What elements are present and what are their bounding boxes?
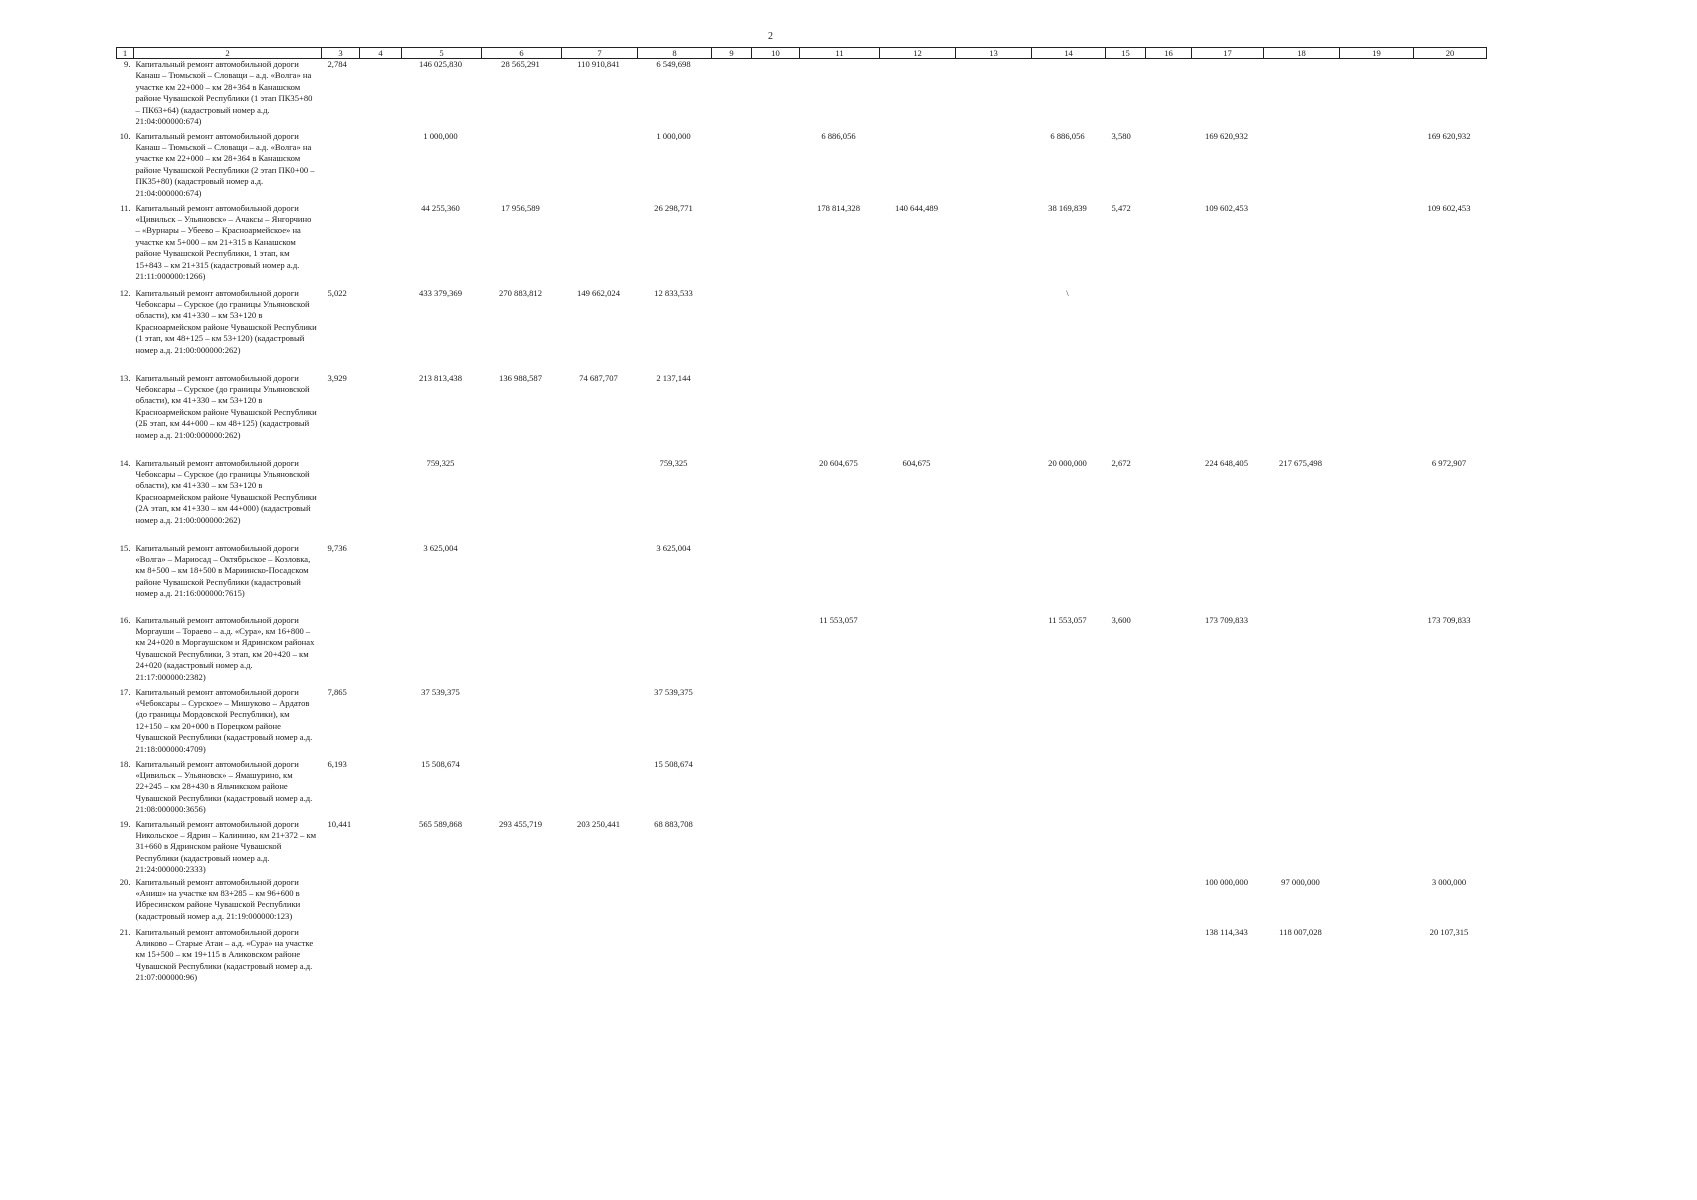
cell-col17 — [1192, 687, 1264, 759]
cell-col12: 604,675 — [902, 457, 931, 468]
cell-col18 — [1264, 373, 1340, 458]
row-description: Капитальный ремонт автомобильной дороги Моргауши – Тораево – а.д. «Сура», км 16+800 – км 24+020 в Моргаушском и Ядринском районах Чувашской Республики, 3 этап, км 20+420 – км 24+020 (кадастровый номер а.д. 21:17:000000:2382) — [135, 614, 315, 682]
cell-col11 — [800, 687, 880, 759]
cell-col10 — [752, 759, 800, 819]
cell-col20 — [1414, 543, 1487, 615]
cell-col13 — [956, 131, 1032, 203]
cell-col7: 74 687,707 — [579, 372, 618, 383]
table-row — [117, 819, 1487, 877]
cell-col20: 173 709,833 — [1427, 614, 1471, 625]
row-description: Капитальный ремонт автомобильной дороги «Чебоксары – Сурское» – Мишуково – Ардатов (до границы Мордовской Республики), км 12+150 – км 20+000 в Порецком районе Чувашской Республики (кадастровый номер а.д. 21:18:000000:4709) — [135, 686, 313, 754]
cell-col13 — [956, 759, 1032, 819]
cell-col18: 217 675,498 — [1279, 457, 1322, 468]
table-row — [117, 759, 1487, 819]
row-description: Капитальный ремонт автомобильной дороги Никольское – Ядрин – Калинино, км 21+372 – км 31+660 в Ядринском районе Чувашской Республики (кадастровый номер а.д. 21:24:000000:2333) — [135, 818, 317, 875]
cell-col9 — [712, 927, 752, 987]
cell-col7: 110 910,841 — [577, 59, 620, 69]
row-description: Капитальный ремонт автомобильной дороги Чебоксары – Сурское (до границы Ульяновской области), км 41+330 – км 53+120 в Красноармейском районе Чувашской Республики (2А этап, км 41+330 – км 44+000) (кадастровый номер а.д. 21:00:000000:262) — [135, 457, 317, 525]
header-cell: 16 — [1146, 48, 1192, 59]
cell-col18 — [1264, 59, 1340, 131]
cell-col9 — [712, 373, 752, 458]
table-row — [117, 543, 1487, 615]
cell-col9 — [712, 687, 752, 759]
cell-col20 — [1414, 759, 1487, 819]
cell-col16 — [1146, 131, 1192, 203]
cell-col20: 3 000,000 — [1431, 876, 1467, 887]
cell-col20: 20 107,315 — [1429, 926, 1469, 937]
page-number: 2 — [768, 31, 773, 42]
cell-col3: 5,022 — [327, 287, 347, 298]
cell-col5: 1 000,000 — [423, 130, 458, 141]
cell-col14: 38 169,839 — [1048, 202, 1087, 213]
cell-col15 — [1106, 59, 1146, 131]
row-description: Капитальный ремонт автомобильной дороги Канаш – Тюмьской – Словащи – а.д. «Волга» на участке км 22+000 – км 28+364 в Канашском районе Чувашской Республики (2 этап ПК0+00 – ПК35+80) (кадастровый номер а.д. 21:04:000000:674) — [135, 130, 315, 198]
cell-col13 — [956, 373, 1032, 458]
cell-col18 — [1264, 687, 1340, 759]
cell-col11: 6 886,056 — [821, 130, 856, 141]
cell-col9 — [712, 131, 752, 203]
cell-col13 — [956, 819, 1032, 877]
cell-col10 — [752, 543, 800, 615]
cell-col16 — [1146, 877, 1192, 927]
cell-col5 — [402, 927, 482, 987]
cell-col11 — [800, 288, 880, 373]
table-row — [117, 615, 1487, 687]
table-row — [117, 458, 1487, 543]
cell-col11 — [800, 927, 880, 987]
table-row — [117, 59, 1487, 131]
cell-col19 — [1340, 687, 1414, 759]
cell-col13 — [956, 458, 1032, 543]
cell-col6 — [482, 759, 562, 819]
cell-col4 — [360, 458, 402, 543]
cell-col13 — [956, 543, 1032, 615]
cell-col3 — [322, 131, 360, 203]
cell-col16 — [1146, 59, 1192, 131]
header-cell: 5 — [402, 48, 482, 59]
row-index: 14. — [119, 457, 131, 468]
cell-col19 — [1340, 203, 1414, 288]
cell-col4 — [360, 927, 402, 987]
cell-col13 — [956, 288, 1032, 373]
cell-col17 — [1192, 819, 1264, 877]
row-description: Капитальный ремонт автомобильной дороги «Волга» – Мариосад – Октябрьское – Козловка, км 8+500 – км 18+500 в Мариинско-Посадском районе Чувашской Республики (кадастровый номер а.д. 21:16:000000:7615) — [135, 542, 311, 599]
cell-col7 — [562, 203, 638, 288]
cell-col16 — [1146, 927, 1192, 987]
cell-col7 — [562, 687, 638, 759]
cell-col19 — [1340, 373, 1414, 458]
header-cell: 3 — [322, 48, 360, 59]
header-cell: 17 — [1192, 48, 1264, 59]
cell-col6 — [482, 543, 562, 615]
cell-col3 — [322, 458, 360, 543]
cell-col7 — [562, 759, 638, 819]
cell-col3: 2,784 — [327, 59, 347, 69]
cell-col14 — [1032, 927, 1106, 987]
table-row — [117, 373, 1487, 458]
header-cell: 13 — [956, 48, 1032, 59]
row-index: 13. — [119, 372, 131, 383]
cell-col8: 6 549,698 — [656, 59, 691, 69]
cell-col16 — [1146, 819, 1192, 877]
cell-col12 — [880, 759, 956, 819]
cell-col17: 138 114,343 — [1205, 926, 1248, 937]
cell-col14 — [1032, 373, 1106, 458]
cell-col6: 293 455,719 — [499, 818, 542, 829]
cell-col8: 2 137,144 — [656, 372, 691, 383]
cell-col13 — [956, 687, 1032, 759]
cell-col10 — [752, 59, 800, 131]
cell-col9 — [712, 458, 752, 543]
cell-col7: 149 662,024 — [577, 287, 620, 298]
cell-col14 — [1032, 687, 1106, 759]
cell-col4 — [360, 203, 402, 288]
cell-col17: 109 602,453 — [1205, 202, 1248, 213]
cell-col19 — [1340, 458, 1414, 543]
cell-col8: 68 883,708 — [654, 818, 693, 829]
row-description: Капитальный ремонт автомобильной дороги «Цивильск – Ульяновск» – Ямашурино, км 22+245 – км 28+430 в Яльчикском районе Чувашской Республики (кадастровый номер а.д. 21:08:000000:3656) — [135, 758, 313, 815]
header-cell: 6 — [482, 48, 562, 59]
cell-col14: 20 000,000 — [1048, 457, 1087, 468]
cell-col5: 3 625,004 — [423, 542, 458, 553]
cell-col8 — [638, 877, 712, 927]
row-description: Капитальный ремонт автомобильной дороги Аликово – Старые Атаи – а.д. «Сура» на участке км 15+500 – км 19+115 в Аликовском районе Чувашской Республики (кадастровый номер а.д. 21:07:000000:96) — [135, 926, 314, 983]
cell-col16 — [1146, 759, 1192, 819]
cell-col4 — [360, 687, 402, 759]
cell-col7 — [562, 131, 638, 203]
cell-col10 — [752, 819, 800, 877]
cell-col9 — [712, 543, 752, 615]
header-cell: 4 — [360, 48, 402, 59]
cell-col16 — [1146, 687, 1192, 759]
budget-table — [116, 47, 1487, 987]
cell-col6 — [482, 458, 562, 543]
row-description: Капитальный ремонт автомобильной дороги Чебоксары – Сурское (до границы Ульяновской области), км 41+330 – км 53+120 в Красноармейском районе Чувашской Республики (1 этап, км 48+125 – км 53+120) (кадастровый номер а.д. 21:00:000000:262) — [135, 287, 317, 355]
cell-col10 — [752, 615, 800, 687]
cell-col12 — [880, 687, 956, 759]
cell-col14 — [1032, 877, 1106, 927]
cell-col3 — [322, 203, 360, 288]
cell-col19 — [1340, 288, 1414, 373]
header-cell: 7 — [562, 48, 638, 59]
header-cell: 9 — [712, 48, 752, 59]
cell-col11: 20 604,675 — [819, 457, 858, 468]
cell-col19 — [1340, 59, 1414, 131]
row-index: 19. — [119, 818, 131, 829]
cell-col7 — [562, 927, 638, 987]
cell-col4 — [360, 543, 402, 615]
cell-col19 — [1340, 543, 1414, 615]
cell-col17: 169 620,932 — [1205, 130, 1248, 141]
cell-col12 — [880, 373, 956, 458]
cell-col5: 15 508,674 — [421, 758, 460, 769]
cell-col14: 11 553,057 — [1048, 614, 1087, 625]
cell-col4 — [360, 131, 402, 203]
cell-col20: 6 972,907 — [1431, 457, 1467, 468]
cell-col4 — [360, 288, 402, 373]
row-index: 12. — [119, 287, 131, 298]
cell-col8: 15 508,674 — [654, 758, 693, 769]
cell-col18 — [1264, 203, 1340, 288]
cell-col4 — [360, 819, 402, 877]
cell-col17 — [1192, 759, 1264, 819]
row-index: 20. — [119, 876, 131, 887]
cell-col12: 140 644,489 — [895, 202, 938, 213]
cell-col5: 433 379,369 — [419, 287, 462, 298]
cell-col8: 12 833,533 — [654, 287, 693, 298]
cell-col12 — [880, 288, 956, 373]
cell-col15 — [1106, 288, 1146, 373]
row-description: Капитальный ремонт автомобильной дороги Чебоксары – Сурское (до границы Ульяновской области), км 41+330 – км 53+120 в Красноармейском районе Чувашской Республики (2Б этап, км 44+000 – км 48+125) (кадастровый номер а.д. 21:00:000000:262) — [135, 372, 317, 440]
cell-col6 — [482, 927, 562, 987]
cell-col11 — [800, 373, 880, 458]
cell-col7: 203 250,441 — [577, 818, 620, 829]
cell-col8: 759,325 — [659, 457, 688, 468]
cell-col5: 565 589,868 — [419, 818, 462, 829]
cell-col15 — [1106, 687, 1146, 759]
table-row — [117, 131, 1487, 203]
row-index: 21. — [119, 926, 131, 937]
cell-col11: 11 553,057 — [819, 614, 858, 625]
cell-col9 — [712, 759, 752, 819]
header-cell: 15 — [1106, 48, 1146, 59]
cell-col6 — [482, 877, 562, 927]
cell-col18 — [1264, 615, 1340, 687]
cell-col15: 3,580 — [1111, 130, 1131, 141]
cell-col6: 270 883,812 — [499, 287, 542, 298]
cell-col4 — [360, 59, 402, 131]
header-cell: 12 — [880, 48, 956, 59]
cell-col18 — [1264, 131, 1340, 203]
cell-col3: 6,193 — [327, 758, 347, 769]
cell-col16 — [1146, 615, 1192, 687]
cell-col16 — [1146, 373, 1192, 458]
cell-col17 — [1192, 543, 1264, 615]
cell-col18 — [1264, 819, 1340, 877]
cell-col14 — [1032, 59, 1106, 131]
cell-col6 — [482, 131, 562, 203]
cell-col18 — [1264, 543, 1340, 615]
row-description: Капитальный ремонт автомобильной дороги «Аниш» на участке км 83+285 – км 96+600 в Ибресинском районе Чувашской Республики (кадастровый номер а.д. 21:19:000000:123) — [135, 876, 301, 921]
cell-col9 — [712, 288, 752, 373]
cell-col8: 26 298,771 — [654, 202, 693, 213]
cell-col19 — [1340, 131, 1414, 203]
cell-col19 — [1340, 819, 1414, 877]
cell-col12 — [880, 927, 956, 987]
cell-col4 — [360, 759, 402, 819]
cell-col9 — [712, 615, 752, 687]
row-index: 11. — [120, 202, 131, 213]
cell-col15: 2,672 — [1111, 457, 1131, 468]
cell-col20 — [1414, 288, 1487, 373]
cell-col9 — [712, 819, 752, 877]
cell-col10 — [752, 687, 800, 759]
cell-col4 — [360, 615, 402, 687]
cell-col13 — [956, 877, 1032, 927]
cell-col18 — [1264, 288, 1340, 373]
cell-col6: 136 988,587 — [499, 372, 542, 383]
table-row — [117, 687, 1487, 759]
cell-col12 — [880, 543, 956, 615]
header-cell: 8 — [638, 48, 712, 59]
cell-col13 — [956, 59, 1032, 131]
table-row — [117, 877, 1487, 927]
header-cell: 10 — [752, 48, 800, 59]
cell-col10 — [752, 288, 800, 373]
cell-col10 — [752, 131, 800, 203]
cell-col17: 224 648,405 — [1205, 457, 1248, 468]
cell-col9 — [712, 59, 752, 131]
cell-col19 — [1340, 759, 1414, 819]
cell-col8: 37 539,375 — [654, 686, 693, 697]
cell-col5: 44 255,360 — [421, 202, 460, 213]
cell-col9 — [712, 203, 752, 288]
cell-col15 — [1106, 543, 1146, 615]
cell-col17: 100 000,000 — [1205, 876, 1248, 887]
cell-col11: 178 814,328 — [817, 202, 860, 213]
cell-col18: 118 007,028 — [1279, 926, 1322, 937]
cell-col6 — [482, 615, 562, 687]
cell-col14 — [1032, 759, 1106, 819]
cell-col16 — [1146, 288, 1192, 373]
cell-col3: 7,865 — [327, 686, 347, 697]
cell-col15 — [1106, 819, 1146, 877]
cell-col14 — [1032, 819, 1106, 877]
cell-col19 — [1340, 927, 1414, 987]
cell-col8: 3 625,004 — [656, 542, 691, 553]
cell-col3: 3,929 — [327, 372, 347, 383]
cell-col12 — [880, 877, 956, 927]
cell-col11 — [800, 877, 880, 927]
cell-col3: 9,736 — [327, 542, 347, 553]
cell-col5: 213 813,438 — [419, 372, 462, 383]
cell-col20: 169 620,932 — [1427, 130, 1471, 141]
cell-col15 — [1106, 877, 1146, 927]
table-row — [117, 288, 1487, 373]
cell-col5 — [402, 615, 482, 687]
cell-col15: 3,600 — [1111, 614, 1131, 625]
cell-col3 — [322, 927, 360, 987]
cell-col6 — [482, 687, 562, 759]
cell-col19 — [1340, 615, 1414, 687]
cell-col15 — [1106, 373, 1146, 458]
cell-col14: \ — [1066, 287, 1069, 298]
header-cell: 11 — [800, 48, 880, 59]
cell-col7 — [562, 458, 638, 543]
cell-col10 — [752, 373, 800, 458]
cell-col12 — [880, 131, 956, 203]
cell-col3 — [322, 615, 360, 687]
cell-col7 — [562, 615, 638, 687]
cell-col11 — [800, 543, 880, 615]
header-row — [117, 48, 1487, 59]
header-cell: 2 — [134, 48, 322, 59]
header-cell: 18 — [1264, 48, 1340, 59]
cell-col17 — [1192, 59, 1264, 131]
cell-col17 — [1192, 288, 1264, 373]
cell-col12 — [880, 615, 956, 687]
row-index: 9. — [124, 59, 131, 69]
cell-col15 — [1106, 927, 1146, 987]
cell-col8 — [638, 927, 712, 987]
cell-col4 — [360, 373, 402, 458]
cell-col7 — [562, 877, 638, 927]
row-index: 17. — [119, 686, 131, 697]
header-cell: 19 — [1340, 48, 1414, 59]
cell-col20: 109 602,453 — [1427, 202, 1471, 213]
cell-col8 — [638, 615, 712, 687]
cell-col10 — [752, 458, 800, 543]
cell-col12 — [880, 59, 956, 131]
cell-col13 — [956, 203, 1032, 288]
cell-col17 — [1192, 373, 1264, 458]
cell-col6: 17 956,589 — [501, 202, 540, 213]
cell-col16 — [1146, 543, 1192, 615]
cell-col10 — [752, 877, 800, 927]
cell-col3: 10,441 — [327, 818, 352, 829]
cell-col20 — [1414, 59, 1487, 131]
cell-col11 — [800, 59, 880, 131]
cell-col8: 1 000,000 — [656, 130, 691, 141]
row-description: Капитальный ремонт автомобильной дороги Канаш – Тюмьской – Словащи – а.д. «Волга» на участке км 22+000 – км 28+364 в Канашском районе Чувашской Республики (1 этап ПК35+80 – ПК63+64) (кадастровый номер а.д. 21:04:000000:674) — [135, 59, 313, 127]
cell-col11 — [800, 759, 880, 819]
cell-col3 — [322, 877, 360, 927]
cell-col20 — [1414, 687, 1487, 759]
cell-col14: 6 886,056 — [1050, 130, 1085, 141]
cell-col19 — [1340, 877, 1414, 927]
row-index: 18. — [119, 758, 131, 769]
row-index: 15. — [119, 542, 131, 553]
cell-col16 — [1146, 458, 1192, 543]
cell-col10 — [752, 203, 800, 288]
cell-col18 — [1264, 759, 1340, 819]
cell-col17: 173 709,833 — [1205, 614, 1248, 625]
header-cell: 20 — [1414, 48, 1487, 59]
cell-col14 — [1032, 543, 1106, 615]
row-description: Капитальный ремонт автомобильной дороги «Цивильск – Ульяновск» – Ачаксы – Янгорчино – «Вурнары – Убеево – Красноармейское» на участке км 5+000 – км 21+315 в Канашском районе Чувашской Республики, 1 этап, км 15+843 – км 21+315 (кадастровый номер а.д. 21:11:000000:1266) — [135, 202, 312, 281]
cell-col13 — [956, 615, 1032, 687]
cell-col15: 5,472 — [1111, 202, 1131, 213]
cell-col20 — [1414, 373, 1487, 458]
row-index: 16. — [119, 614, 131, 625]
header-cell: 14 — [1032, 48, 1106, 59]
cell-col5 — [402, 877, 482, 927]
cell-col18: 97 000,000 — [1281, 876, 1320, 887]
cell-col15 — [1106, 759, 1146, 819]
cell-col13 — [956, 927, 1032, 987]
cell-col5: 146 025,830 — [419, 59, 462, 69]
cell-col16 — [1146, 203, 1192, 288]
header-cell: 1 — [117, 48, 134, 59]
table-row — [117, 203, 1487, 288]
cell-col5: 37 539,375 — [421, 686, 460, 697]
cell-col4 — [360, 877, 402, 927]
cell-col5: 759,325 — [426, 457, 455, 468]
cell-col6: 28 565,291 — [501, 59, 540, 69]
row-index: 10. — [119, 130, 131, 141]
cell-col10 — [752, 927, 800, 987]
cell-col20 — [1414, 819, 1487, 877]
table-row — [117, 927, 1487, 987]
cell-col7 — [562, 543, 638, 615]
cell-col11 — [800, 819, 880, 877]
cell-col12 — [880, 819, 956, 877]
cell-col9 — [712, 877, 752, 927]
